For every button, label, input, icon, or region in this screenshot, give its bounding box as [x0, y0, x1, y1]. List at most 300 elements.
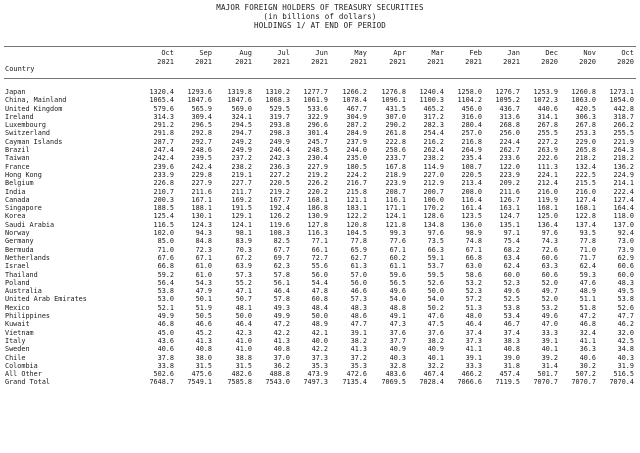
holding-value: 533.6 [307, 104, 328, 113]
holding-value: 56.0 [350, 278, 367, 287]
holding-value: 33.3 [541, 328, 558, 337]
holding-value: 60.8 [311, 295, 328, 304]
holding-value: 227.9 [307, 162, 328, 171]
holding-value: 216.2 [423, 137, 444, 146]
holding-value: 208.0 [461, 187, 482, 196]
holding-value: 255.5 [613, 129, 634, 138]
holding-value: 1240.4 [419, 88, 444, 96]
holding-value: 7585.8 [227, 378, 252, 387]
holding-value: 98.1 [235, 229, 252, 238]
holding-value: 501.7 [537, 370, 558, 379]
holding-value: 94.3 [195, 229, 212, 238]
holding-value: 54.4 [311, 278, 328, 287]
holding-value: 57.3 [350, 295, 367, 304]
country-name: Kuwait [5, 320, 30, 329]
holding-value: 213.4 [461, 179, 482, 188]
holding-value: 465.2 [423, 104, 444, 113]
holding-value: 72.3 [195, 245, 212, 254]
table-row [0, 287, 640, 295]
holding-value: 52.6 [427, 278, 444, 287]
country-name: Switzerland [5, 129, 51, 138]
holding-value: 47.3 [389, 320, 406, 329]
holding-value: 49.3 [273, 303, 290, 312]
holding-value: 68.2 [503, 245, 520, 254]
holding-value: 265.8 [575, 146, 596, 155]
holding-value: 52.1 [157, 303, 174, 312]
holding-value: 77.8 [350, 237, 367, 246]
holding-value: 167.7 [269, 195, 290, 204]
holding-value: 69.7 [273, 253, 290, 262]
table-row [0, 163, 640, 171]
holding-value: 37.6 [389, 328, 406, 337]
country-name: United Arab Emirates [5, 295, 87, 304]
holding-value: 314.3 [153, 112, 174, 121]
table-row [0, 221, 640, 229]
column-month: Jan [507, 49, 520, 57]
holding-value: 53.2 [465, 278, 482, 287]
holding-value: 218.2 [575, 154, 596, 163]
holding-value: 93.5 [579, 229, 596, 238]
holding-value: 37.0 [273, 353, 290, 362]
holding-value: 233.7 [385, 154, 406, 163]
holding-value: 1276.7 [495, 88, 520, 96]
holding-value: 49.5 [617, 287, 634, 296]
holding-value: 47.2 [579, 312, 596, 321]
holding-value: 42.1 [311, 328, 328, 337]
column-month: Feb [469, 49, 482, 57]
holding-value: 59.1 [427, 253, 444, 262]
column-year: 2020 [579, 58, 596, 66]
report-title: MAJOR FOREIGN HOLDERS OF TREASURY SECURITIES [216, 3, 424, 12]
holding-value: 1266.2 [342, 88, 367, 96]
table-row [0, 212, 640, 220]
holding-value: 267.8 [537, 121, 558, 130]
column-header-2 [218, 49, 252, 77]
column-header-5 [333, 49, 367, 77]
holding-value: 116.5 [153, 220, 174, 229]
holding-value: 49.9 [157, 312, 174, 321]
country-name: Saudi Arabia [5, 220, 55, 229]
holding-value: 227.2 [269, 170, 290, 179]
column-year: 2021 [503, 58, 520, 66]
country-name: Italy [5, 336, 26, 345]
holding-value: 32.4 [579, 328, 596, 337]
holding-value: 46.4 [465, 320, 482, 329]
holding-value: 67.6 [157, 253, 174, 262]
holding-value: 236.3 [269, 162, 290, 171]
holding-value: 1072.3 [533, 96, 558, 105]
holding-value: 77.8 [579, 237, 596, 246]
holding-value: 60.6 [617, 262, 634, 271]
holding-value: 211.7 [231, 187, 252, 196]
holding-value: 316.0 [461, 112, 482, 121]
holding-value: 237.2 [231, 154, 252, 163]
holding-value: 1096.1 [381, 96, 406, 105]
holding-value: 456.0 [461, 104, 482, 113]
holding-value: 47.7 [617, 312, 634, 321]
holding-value: 317.2 [423, 112, 444, 121]
holding-value: 67.1 [465, 245, 482, 254]
country-name: Korea [5, 212, 26, 221]
holding-value: 46.7 [503, 320, 520, 329]
holding-value: 218.2 [613, 154, 634, 163]
holding-value: 59.6 [389, 270, 406, 279]
holding-value: 42.3 [235, 328, 252, 337]
table-row [0, 188, 640, 196]
holding-value: 104.5 [346, 229, 367, 238]
holding-value: 7135.4 [342, 378, 367, 387]
holding-value: 41.0 [235, 345, 252, 354]
holding-value: 1061.9 [303, 96, 328, 105]
holding-value: 134.8 [423, 220, 444, 229]
holding-value: 306.3 [575, 112, 596, 121]
table-row [0, 179, 640, 187]
holding-value: 85.0 [157, 237, 174, 246]
holding-value: 52.0 [541, 278, 558, 287]
column-header-10 [524, 49, 558, 77]
holding-value: 215.5 [575, 179, 596, 188]
holding-value: 1104.2 [457, 96, 482, 105]
holding-value: 467.4 [423, 370, 444, 379]
holding-value: 224.2 [346, 170, 367, 179]
holding-value: 47.6 [579, 278, 596, 287]
holding-value: 57.2 [465, 295, 482, 304]
holding-value: 163.1 [499, 204, 520, 213]
holding-value: 226.2 [307, 179, 328, 188]
holding-value: 502.6 [153, 370, 174, 379]
holding-value: 220.2 [307, 187, 328, 196]
holding-value: 57.0 [350, 270, 367, 279]
holding-value: 40.0 [311, 336, 328, 345]
document-header [0, 3, 640, 30]
holding-value: 238.2 [423, 154, 444, 163]
holding-value: 1293.6 [187, 88, 212, 96]
country-name: Cayman Islands [5, 137, 63, 146]
column-year: 2020 [541, 58, 558, 66]
holding-value: 129.1 [231, 212, 252, 221]
holding-value: 125.0 [537, 212, 558, 221]
holding-value: 216.0 [575, 187, 596, 196]
holding-value: 48.1 [235, 303, 252, 312]
holding-value: 62.4 [503, 262, 520, 271]
country-name: United Kingdom [5, 104, 63, 113]
holding-value: 63.9 [235, 262, 252, 271]
country-name: Grand Total [5, 378, 51, 387]
column-month: Apr [393, 49, 406, 57]
holding-value: 135.1 [499, 220, 520, 229]
holding-value: 53.8 [617, 295, 634, 304]
holding-value: 579.6 [153, 104, 174, 113]
holding-value: 43.6 [157, 336, 174, 345]
holding-value: 137.4 [575, 220, 596, 229]
holding-value: 164.4 [613, 204, 634, 213]
column-header-12 [600, 49, 634, 77]
holding-value: 224.9 [613, 170, 634, 179]
country-name: Canada [5, 195, 30, 204]
holding-value: 249.9 [231, 146, 252, 155]
holding-value: 61.3 [350, 262, 367, 271]
holding-value: 222.6 [537, 154, 558, 163]
holding-value: 264.9 [461, 146, 482, 155]
holding-value: 54.0 [427, 295, 444, 304]
holding-value: 50.2 [427, 303, 444, 312]
holding-value: 31.9 [617, 361, 634, 370]
country-name: China, Mainland [5, 96, 67, 105]
country-name: Australia [5, 287, 42, 296]
holding-value: 39.0 [503, 353, 520, 362]
holding-value: 261.8 [385, 129, 406, 138]
table-row [0, 362, 640, 370]
holding-value: 293.8 [269, 121, 290, 130]
holding-value: 475.6 [191, 370, 212, 379]
holding-value: 56.1 [273, 278, 290, 287]
holding-value: 106.0 [423, 195, 444, 204]
holding-value: 242.4 [191, 162, 212, 171]
holding-value: 227.2 [537, 137, 558, 146]
holding-value: 41.3 [195, 336, 212, 345]
column-month: Nov [583, 49, 596, 57]
holding-value: 39.1 [541, 336, 558, 345]
holding-value: 53.7 [427, 262, 444, 271]
holding-value: 183.1 [346, 204, 367, 213]
holding-value: 62.7 [350, 253, 367, 262]
holding-value: 75.4 [503, 237, 520, 246]
holding-value: 123.5 [461, 212, 482, 221]
holding-value: 49.1 [389, 312, 406, 321]
holding-value: 167.8 [385, 162, 406, 171]
holding-value: 222.8 [385, 137, 406, 146]
table-row [0, 345, 640, 353]
holding-value: 122.2 [346, 212, 367, 221]
column-header-3 [256, 49, 290, 77]
holding-value: 239.5 [191, 154, 212, 163]
holding-value: 296.6 [307, 121, 328, 130]
table-row [0, 370, 640, 378]
column-header-7 [410, 49, 444, 77]
holding-value: 53.8 [157, 287, 174, 296]
holding-value: 267.8 [575, 121, 596, 130]
holding-value: 52.3 [503, 278, 520, 287]
report-units: (in billions of dollars) [263, 12, 377, 21]
holding-value: 40.9 [389, 345, 406, 354]
holding-value: 51.8 [579, 303, 596, 312]
column-year: 2021 [389, 58, 406, 66]
holding-value: 47.6 [427, 312, 444, 321]
holding-value: 128.6 [423, 212, 444, 221]
holding-value: 1253.9 [533, 88, 558, 96]
holding-value: 127.8 [307, 220, 328, 229]
holding-value: 47.7 [350, 320, 367, 329]
holding-value: 40.8 [195, 345, 212, 354]
holding-value: 66.8 [465, 253, 482, 262]
holding-value: 50.7 [235, 295, 252, 304]
holding-value: 216.8 [461, 137, 482, 146]
holding-value: 507.2 [575, 370, 596, 379]
holding-value: 48.9 [579, 287, 596, 296]
column-year: 2021 [465, 58, 482, 66]
column-header-0 [140, 49, 174, 77]
holding-value: 36.2 [273, 361, 290, 370]
holding-value: 37.3 [465, 336, 482, 345]
holding-value: 48.0 [465, 312, 482, 321]
holding-value: 161.4 [461, 204, 482, 213]
holding-value: 1260.8 [571, 88, 596, 96]
holding-value: 466.2 [461, 370, 482, 379]
holding-value: 223.9 [385, 179, 406, 188]
holding-value: 98.9 [465, 229, 482, 238]
holding-value: 119.6 [269, 220, 290, 229]
holding-value: 38.2 [350, 336, 367, 345]
column-header-6 [372, 49, 406, 77]
holding-value: 287.7 [153, 137, 174, 146]
holding-value: 41.1 [465, 345, 482, 354]
holding-value: 442.8 [613, 104, 634, 113]
holding-value: 7066.6 [457, 378, 482, 387]
table-row [0, 96, 640, 104]
holding-value: 92.4 [617, 229, 634, 238]
holding-value: 168.1 [575, 204, 596, 213]
holding-value: 258.6 [385, 146, 406, 155]
holding-value: 40.1 [541, 345, 558, 354]
holding-value: 1258.0 [457, 88, 482, 96]
holding-value: 440.6 [537, 104, 558, 113]
holding-value: 57.8 [273, 270, 290, 279]
holding-value: 40.6 [157, 345, 174, 354]
report-subtitle: HOLDINGS 1/ AT END OF PERIOD [253, 21, 387, 30]
country-name: France [5, 162, 30, 171]
table-row [0, 279, 640, 287]
holding-value: 41.3 [273, 336, 290, 345]
holding-value: 137.0 [613, 220, 634, 229]
column-year: 2021 [195, 58, 212, 66]
holding-value: 38.3 [503, 336, 520, 345]
holding-value: 55.2 [235, 278, 252, 287]
holding-value: 216.0 [537, 187, 558, 196]
holding-value: 7543.0 [265, 378, 290, 387]
holding-value: 73.5 [427, 237, 444, 246]
holding-value: 483.6 [385, 370, 406, 379]
holding-value: 307.0 [385, 112, 406, 121]
holding-value: 37.7 [389, 336, 406, 345]
country-name: Netherlands [5, 253, 51, 262]
holding-value: 51.3 [465, 303, 482, 312]
holding-value: 191.5 [231, 204, 252, 213]
holding-value: 73.0 [617, 237, 634, 246]
holding-value: 114.9 [423, 162, 444, 171]
holding-value: 239.6 [153, 162, 174, 171]
holding-value: 7497.3 [303, 378, 328, 387]
holding-value: 256.0 [499, 129, 520, 138]
holding-value: 248.5 [307, 146, 328, 155]
holding-value: 221.9 [613, 137, 634, 146]
holding-value: 254.4 [423, 129, 444, 138]
holding-value: 40.1 [427, 353, 444, 362]
country-name: Thailand [5, 270, 38, 279]
holding-value: 32.2 [427, 361, 444, 370]
holding-value: 40.6 [579, 353, 596, 362]
holding-value: 71.7 [579, 253, 596, 262]
holding-value: 227.9 [191, 179, 212, 188]
holding-value: 31.8 [503, 361, 520, 370]
holding-value: 180.5 [346, 162, 367, 171]
holding-value: 49.6 [503, 287, 520, 296]
country-name: Singapore [5, 204, 42, 213]
holding-value: 284.9 [346, 129, 367, 138]
table-row [0, 304, 640, 312]
holding-value: 266.2 [613, 121, 634, 130]
holding-value: 77.6 [389, 237, 406, 246]
holding-value: 38.8 [235, 353, 252, 362]
column-header-4 [294, 49, 328, 77]
holding-value: 244.0 [346, 146, 367, 155]
holding-value: 211.6 [191, 187, 212, 196]
country-name: Sweden [5, 345, 30, 354]
holding-value: 59.3 [579, 270, 596, 279]
holding-value: 324.1 [231, 112, 252, 121]
column-month: Sep [199, 49, 212, 57]
holding-value: 42.2 [273, 328, 290, 337]
holding-value: 282.3 [423, 121, 444, 130]
holding-value: 50.0 [427, 287, 444, 296]
holding-value: 54.0 [389, 295, 406, 304]
holding-value: 222.5 [575, 170, 596, 179]
holding-value: 233.9 [153, 170, 174, 179]
holding-value: 77.1 [311, 237, 328, 246]
holding-value: 116.1 [385, 195, 406, 204]
holding-value: 59.5 [427, 270, 444, 279]
holding-value: 58.6 [465, 270, 482, 279]
holding-value: 1068.3 [265, 96, 290, 105]
holding-value: 229.8 [191, 170, 212, 179]
holding-value: 47.8 [311, 287, 328, 296]
holding-value: 52.6 [617, 303, 634, 312]
holding-value: 529.5 [269, 104, 290, 113]
holding-value: 211.6 [499, 187, 520, 196]
holding-value: 294.5 [231, 121, 252, 130]
holding-value: 37.2 [350, 353, 367, 362]
table-row [0, 121, 640, 129]
holding-value: 292.7 [191, 137, 212, 146]
holding-value: 49.6 [389, 287, 406, 296]
holding-value: 97.6 [427, 229, 444, 238]
holding-value: 488.8 [269, 370, 290, 379]
holding-value: 67.1 [389, 245, 406, 254]
holding-value: 35.3 [311, 361, 328, 370]
holding-value: 188.1 [191, 204, 212, 213]
holding-value: 50.1 [195, 295, 212, 304]
table-row [0, 171, 640, 179]
holding-value: 291.2 [153, 121, 174, 130]
holding-value: 37.6 [427, 328, 444, 337]
holding-value: 48.4 [311, 303, 328, 312]
holding-value: 136.4 [537, 220, 558, 229]
holding-value: 37.4 [465, 328, 482, 337]
holding-value: 60.6 [541, 270, 558, 279]
holding-value: 7549.1 [187, 378, 212, 387]
column-header-8 [448, 49, 482, 77]
holding-value: 263.9 [537, 146, 558, 155]
table-row [0, 204, 640, 212]
holding-value: 219.2 [307, 170, 328, 179]
holding-value: 242.3 [269, 154, 290, 163]
column-month: Dec [545, 49, 558, 57]
holding-value: 55.6 [311, 262, 328, 271]
holding-value: 41.1 [579, 336, 596, 345]
table-row [0, 113, 640, 121]
holding-value: 47.1 [235, 287, 252, 296]
holding-value: 37.4 [503, 328, 520, 337]
holding-value: 124.1 [231, 220, 252, 229]
